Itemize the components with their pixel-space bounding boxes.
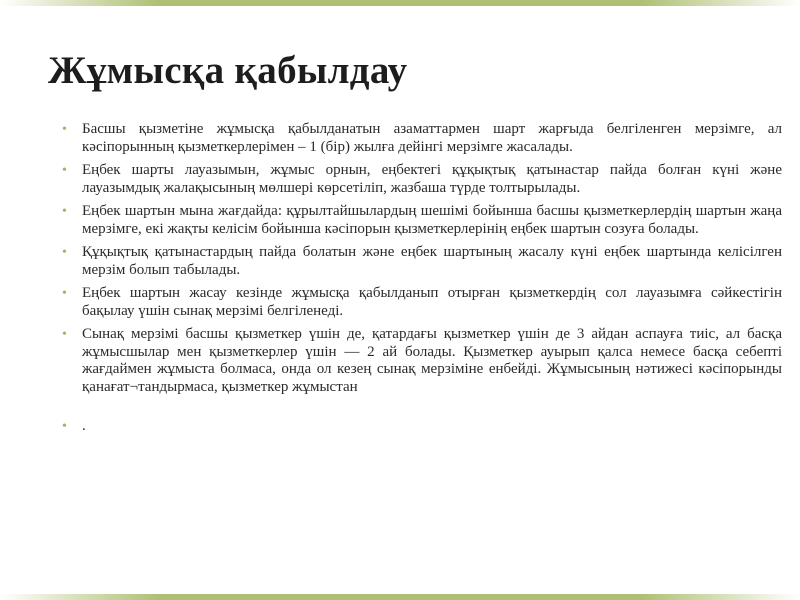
list-item-text: Еңбек шартын мына жағдайда: құрылтайшылардың шешімі бойынша басшы қызметкерлердің шартын жаңа мерзімге, екі жақты келісім бойынша кәсіпорын қызметкерлерінің еңбек шартын созуға болады. (82, 203, 782, 237)
top-decorative-bar (0, 0, 800, 6)
bullet-icon: • (62, 419, 67, 434)
bullet-icon: • (62, 163, 67, 178)
list-item-text: Басшы қызметіне жұмысқа қабылданатын азаматтармен шарт жарғыда белгіленген мерзімге, ал кәсіпорынның қызметкерлерімен – 1 (бір) жылға дейінгі мерзімге жасалады. (82, 121, 782, 155)
list-item-text: Сынақ мерзімі басшы қызметкер үшін де, қатардағы қызметкер үшін де 3 айдан аспауға тиіс, ал басқа жұмысшылар мен қызметкерлер үшін — 2 ай болады. Қызметкер ауырып қалса немесе басқа себепті жағдаймен жұмыста болмаса, онда ол кезең сынақ мерзіміне енбейді. Жұмысының нәтижесі кәсіпорынды қанағат¬тандырмаса, қызметкер жұмыстан (82, 326, 782, 395)
bullet-icon: • (62, 327, 67, 342)
slide-title: Жұмысқа қабылдау (48, 49, 408, 92)
list-item (62, 244, 782, 279)
list-item (62, 121, 782, 156)
list-item (62, 162, 782, 197)
bullet-icon: • (62, 286, 67, 301)
list-item-trailing (62, 418, 782, 436)
bullet-icon: • (62, 245, 67, 260)
bullet-icon: • (62, 122, 67, 137)
list-item (62, 326, 782, 396)
list-item-text: . (82, 418, 86, 434)
list-item-text: Еңбек шарты лауазымын, жұмыс орнын, еңбектегі құқықтық қатынастар пайда болған күні және лауазымдық жалақысының мөлшері көрсетіліп, жазбаша түрде толтырылады. (82, 162, 782, 196)
bullet-icon: • (62, 204, 67, 219)
list-item (62, 285, 782, 320)
list-item-text: Құқықтық қатынастардың пайда болатын және еңбек шартының жасалу күні еңбек шартында келісілген мерзім болып табылады. (82, 244, 782, 278)
bullet-list (62, 121, 782, 442)
list-item-text: Еңбек шартын жасау кезінде жұмысқа қабылданып отырған қызметкердің сол лауазымға сәйкестігін бақылау үшін сынақ мерзімі белгіленеді. (82, 285, 782, 319)
bottom-decorative-bar (0, 594, 800, 600)
list-item (62, 203, 782, 238)
